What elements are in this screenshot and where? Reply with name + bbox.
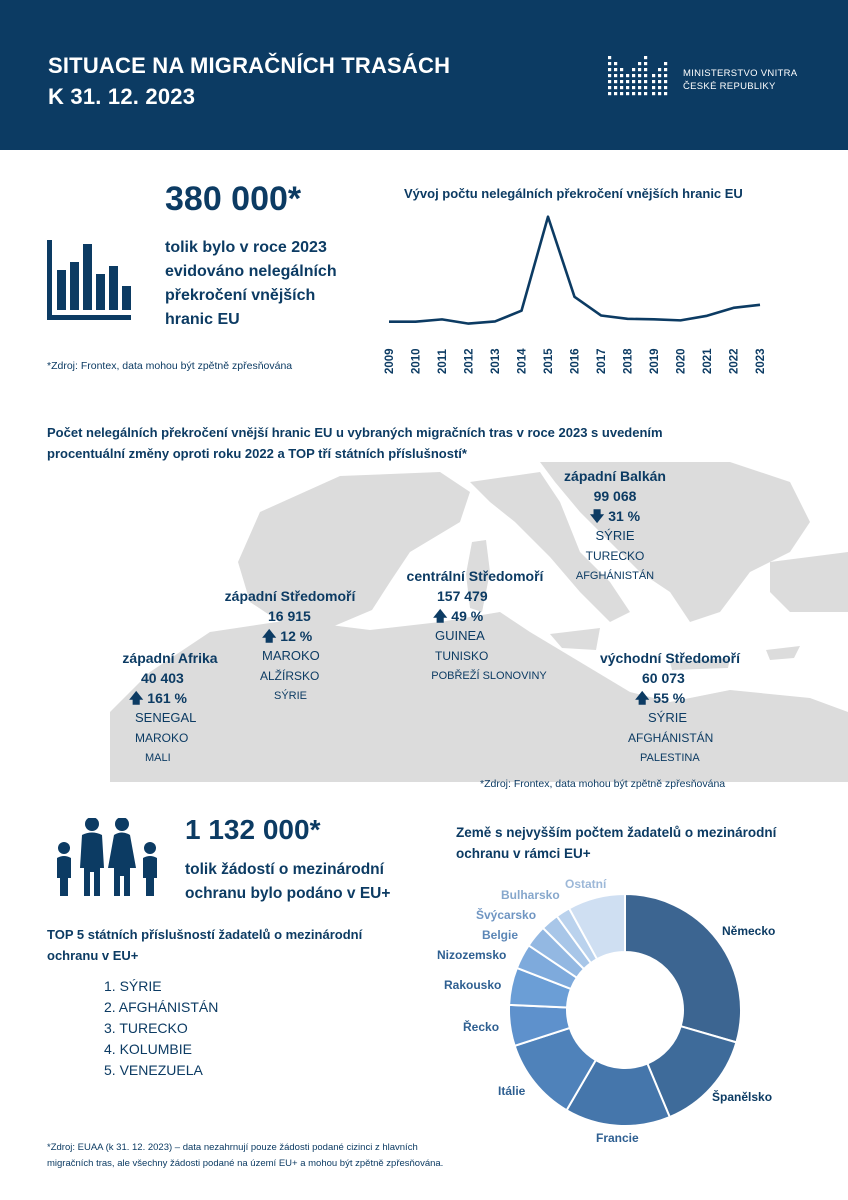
route-country-1: MAROKO <box>262 648 320 663</box>
asylum-footnote <box>47 1140 507 1172</box>
crossings-desc-line: překročení vnějších <box>165 287 316 304</box>
map-source: *Zdroj: Frontex, data mohou být zpětně zpřesňována <box>480 778 726 790</box>
route-country-3: POBŘEŽÍ SLONOVINY <box>431 670 547 682</box>
line-series <box>389 217 760 324</box>
x-tick-label: 2018 <box>622 348 635 374</box>
top5-title-line1: TOP 5 státních příslušností žadatelů o mezinárodní <box>47 927 363 942</box>
x-tick-label: 2012 <box>463 348 476 374</box>
pie-label-spanelsko: Španělsko <box>712 1090 773 1104</box>
family-icon <box>54 818 166 898</box>
route-name: východní Středomoří <box>599 650 741 666</box>
route-change <box>385 606 565 626</box>
x-tick-label: 2017 <box>596 348 608 374</box>
route-change <box>530 506 700 526</box>
page-title-line2: K 31. 12. 2023 <box>48 84 196 109</box>
x-tick-label: 2011 <box>437 349 449 374</box>
crossings-desc-line: tolik bylo v roce 2023 <box>165 239 327 256</box>
route-country-3: SÝRIE <box>274 690 308 702</box>
pie-label-rakousko: Rakousko <box>444 978 502 992</box>
crossings-description <box>165 236 337 332</box>
page-title-line1: SITUACE NA MIGRAČNÍCH TRASÁCH <box>48 53 451 78</box>
bar-chart-icon <box>47 238 131 322</box>
logo-text-line2: ČESKÉ REPUBLIKY <box>683 81 776 92</box>
pie-label-italie: Itálie <box>498 1084 526 1098</box>
x-tick-label: 2015 <box>543 348 555 374</box>
arrow-up-icon: 🡅 <box>129 690 144 706</box>
pie-label-nizozemsko: Nizozemsko <box>437 948 507 962</box>
footnote-line2: migračních tras, ale všechny žádosti podané na území EU+ a mohou být zpětně zpřesňována. <box>47 1158 444 1169</box>
route-name: centrální Středomoří <box>406 568 544 584</box>
x-tick-label: 2010 <box>410 348 423 374</box>
pie-label-nemecko: Německo <box>722 924 776 938</box>
route-change-value: 31 % <box>608 508 641 524</box>
crossings-desc-line: hranic EU <box>165 311 240 328</box>
pie-title-line2: ochranu v rámci EU+ <box>456 846 591 861</box>
top5-list <box>104 976 218 1081</box>
pie-title-line1: Země s nejvyšším počtem žadatelů o mezinárodní <box>456 825 777 840</box>
route-country-3: PALESTINA <box>640 752 700 764</box>
route-value: 60 073 <box>642 670 685 686</box>
arrow-up-icon: 🡅 <box>433 608 448 624</box>
header-banner <box>0 0 848 150</box>
route-name: západní Afrika <box>122 650 218 666</box>
route-country-3: AFGHÁNISTÁN <box>575 570 655 582</box>
logo-text-line1: MINISTERSTVO VNITRA <box>683 68 798 79</box>
map-title <box>47 422 807 464</box>
route-country-2: MAROKO <box>135 731 189 745</box>
map-land-cyprus <box>766 646 800 660</box>
pie-label-francie: Francie <box>596 1131 639 1145</box>
top5-title <box>47 924 427 966</box>
route-change <box>105 688 235 708</box>
list-item: 1. SÝRIE <box>104 978 162 994</box>
route-country-1: SÝRIE <box>595 528 635 543</box>
route-name: západní Balkán <box>564 468 666 484</box>
route-country-3: MALI <box>145 752 171 764</box>
pie-label-belgie: Belgie <box>482 928 519 942</box>
x-tick-label: 2016 <box>569 348 582 374</box>
x-tick-label: 2013 <box>490 348 502 374</box>
footnote-line1: *Zdroj: EUAA (k 31. 12. 2023) – data nezahrnují pouze žádosti podané cizinci z hlavních <box>47 1142 418 1153</box>
asylum-desc-line: ochranu bylo podáno v EU+ <box>185 885 391 902</box>
crossings-desc-line: evidováno nelegálních <box>165 263 337 280</box>
x-tick-label: 2021 <box>702 348 714 374</box>
arrow-up-icon: 🡅 <box>635 690 650 706</box>
route-value: 157 479 <box>437 588 488 604</box>
pie-label-svycarsko: Švýcarsko <box>476 908 537 922</box>
route-change-value: 161 % <box>147 690 187 706</box>
route-change <box>210 626 370 646</box>
page-title <box>48 50 450 112</box>
route-country-2: ALŽÍRSKO <box>260 669 320 683</box>
asylum-description <box>185 858 390 906</box>
route-name: západní Středomoří <box>224 588 356 604</box>
route-country-1: GUINEA <box>435 628 485 643</box>
line-chart <box>375 200 785 380</box>
line-chart-title: Vývoj počtu nelegálních překročení vnějších hranic EU <box>404 186 743 201</box>
route-eastern-mediterranean <box>580 648 760 768</box>
x-tick-label: 2023 <box>755 348 767 374</box>
x-tick-label: 2014 <box>516 348 529 374</box>
route-value: 99 068 <box>593 488 637 504</box>
list-item: 4. KOLUMBIE <box>104 1041 192 1057</box>
top5-title-line2: ochranu v EU+ <box>47 948 139 963</box>
donut-slice <box>625 894 741 1042</box>
asylum-total: 1 132 000* <box>185 814 321 845</box>
route-central-mediterranean <box>385 566 565 686</box>
pie-label-recko: Řecko <box>463 1020 500 1034</box>
route-value: 16 915 <box>268 608 311 624</box>
route-change-value: 55 % <box>653 690 686 706</box>
route-western-africa <box>105 648 235 768</box>
arrow-down-icon: 🡇 <box>589 508 605 524</box>
x-tick-label: 2019 <box>649 348 661 374</box>
list-item: 3. TURECKO <box>104 1020 188 1036</box>
x-tick-label: 2009 <box>384 348 396 374</box>
route-change <box>580 688 760 708</box>
route-change-value: 49 % <box>451 608 484 624</box>
asylum-desc-line: tolik žádostí o mezinárodní <box>185 861 384 878</box>
ministry-logo-icon <box>606 52 676 102</box>
route-country-1: SENEGAL <box>135 710 197 725</box>
list-item: 2. AFGHÁNISTÁN <box>104 999 219 1015</box>
route-country-2: AFGHÁNISTÁN <box>628 731 714 745</box>
pie-title <box>456 822 816 864</box>
pie-label-bulharsko: Bulharsko <box>501 888 560 902</box>
x-tick-label: 2020 <box>675 348 688 374</box>
list-item: 5. VENEZUELA <box>104 1062 203 1078</box>
map-title-line2: procentuální změny oproti roku 2022 a TOP tří státních příslušností* <box>47 446 467 461</box>
crossings-source: *Zdroj: Frontex, data mohou být zpětně zpřesňována <box>47 360 293 372</box>
ministry-logo-text <box>683 67 797 93</box>
crossings-total: 380 000* <box>165 180 302 218</box>
route-change-value: 12 % <box>280 628 313 644</box>
route-value: 40 403 <box>141 670 184 686</box>
map-land-turkey <box>770 552 848 612</box>
route-country-2: TURECKO <box>585 549 645 563</box>
arrow-up-icon: 🡅 <box>262 628 277 644</box>
x-tick-label: 2022 <box>728 348 741 374</box>
map-title-line1: Počet nelegálních překročení vnější hranic EU u vybraných migračních tras v roce 2023 s uvedením <box>47 425 663 440</box>
pie-label-ostatni: Ostatní <box>565 877 607 891</box>
route-country-1: SÝRIE <box>648 710 688 725</box>
route-country-2: TUNISKO <box>435 649 489 663</box>
